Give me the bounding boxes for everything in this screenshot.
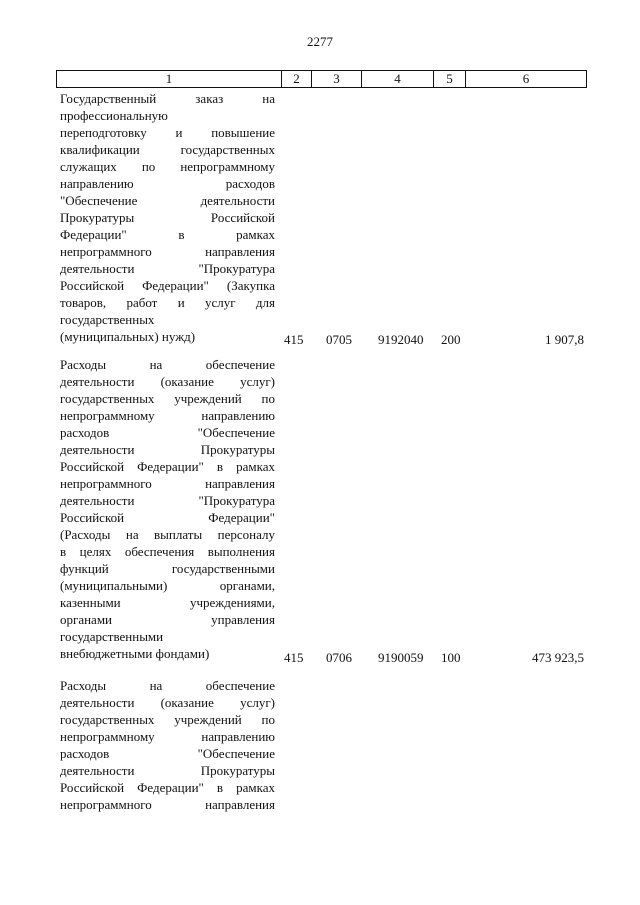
desc-line: деятельности (оказание услуг) <box>60 374 275 389</box>
desc-line: Расходы на обеспечение <box>60 357 275 372</box>
cell-amount: 473 923,5 <box>532 650 584 665</box>
desc-line: расходов "Обеспечение <box>60 425 275 440</box>
desc-line: непрограммного направления <box>60 797 275 812</box>
cell-amount: 1 907,8 <box>545 332 584 347</box>
desc-line: "Обеспечение деятельности <box>60 193 275 208</box>
column-header-1: 1 <box>57 71 282 88</box>
desc-line: непрограммного направления <box>60 476 275 491</box>
row-description <box>60 677 275 813</box>
cell-section-code: 0705 <box>326 332 352 347</box>
desc-line: государственных учреждений по <box>60 391 275 406</box>
desc-line: переподготовку и повышение <box>60 125 275 140</box>
desc-line: квалификации государственных <box>60 142 275 157</box>
column-header-4: 4 <box>362 71 434 88</box>
column-header-5: 5 <box>434 71 466 88</box>
column-header-3: 3 <box>312 71 362 88</box>
desc-line: служащих по непрограммному <box>60 159 275 174</box>
desc-line: деятельности Прокуратуры <box>60 442 275 457</box>
page-number: 2277 <box>307 34 333 49</box>
desc-line: внебюджетными фондами) <box>60 646 210 661</box>
desc-line: государственными <box>60 629 164 644</box>
desc-line: непрограммному направлению <box>60 729 275 744</box>
desc-line: непрограммному направлению <box>60 408 275 423</box>
desc-line: деятельности (оказание услуг) <box>60 695 275 710</box>
desc-line: непрограммного направления <box>60 244 275 259</box>
desc-line: деятельности "Прокуратура <box>60 261 275 276</box>
desc-line: Российской Федерации" (Закупка <box>60 278 275 293</box>
desc-line: Прокуратуры Российской <box>60 210 275 225</box>
desc-line: (муниципальных) нужд) <box>60 329 196 344</box>
desc-line: органами управления <box>60 612 275 627</box>
cell-ministry-code: 415 <box>284 332 304 347</box>
desc-line: Расходы на обеспечение <box>60 678 275 693</box>
row-description <box>60 90 275 345</box>
desc-line: Российской Федерации" в рамках <box>60 459 275 474</box>
desc-line: профессиональную <box>60 108 168 123</box>
desc-line: функций государственными <box>60 561 275 576</box>
column-header-row <box>57 71 587 88</box>
cell-section-code: 0706 <box>326 650 352 665</box>
desc-line: Российской Федерации" в рамках <box>60 780 275 795</box>
desc-line: казенными учреждениями, <box>60 595 275 610</box>
desc-line: государственных <box>60 312 155 327</box>
column-header-2: 2 <box>282 71 312 88</box>
row-description <box>60 356 275 662</box>
desc-line: расходов "Обеспечение <box>60 746 275 761</box>
desc-line: деятельности "Прокуратура <box>60 493 275 508</box>
cell-expense-type: 100 <box>441 650 461 665</box>
desc-line: в целях обеспечения выполнения <box>60 544 275 559</box>
desc-line: деятельности Прокуратуры <box>60 763 275 778</box>
column-header-6: 6 <box>466 71 587 88</box>
desc-line: (Расходы на выплаты персоналу <box>60 527 275 542</box>
cell-ministry-code: 415 <box>284 650 304 665</box>
desc-line: товаров, работ и услуг для <box>60 295 275 310</box>
desc-line: государственных учреждений по <box>60 712 275 727</box>
column-header-table <box>56 70 587 88</box>
desc-line: (муниципальными) органами, <box>60 578 275 593</box>
desc-line: Российской Федерации" <box>60 510 275 525</box>
cell-expense-type: 200 <box>441 332 461 347</box>
desc-line: направлению расходов <box>60 176 275 191</box>
desc-line: Федерации" в рамках <box>60 227 275 242</box>
cell-target-code: 9192040 <box>378 332 424 347</box>
desc-line: Государственный заказ на <box>60 91 275 106</box>
cell-target-code: 9190059 <box>378 650 424 665</box>
